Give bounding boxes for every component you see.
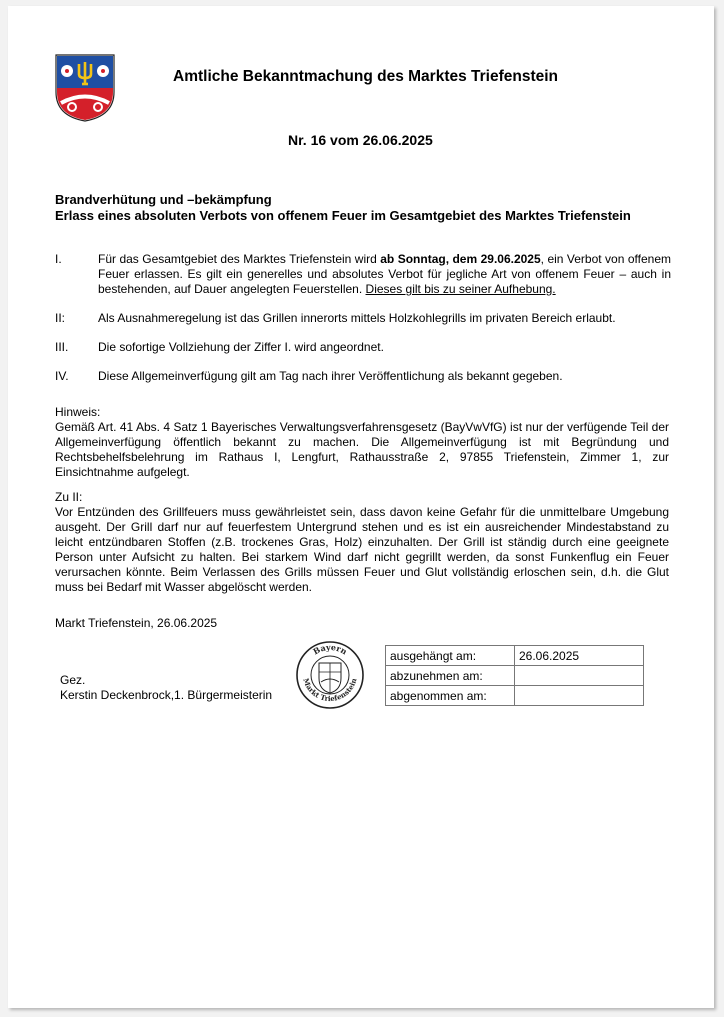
table-row <box>386 646 644 666</box>
list-item <box>55 311 671 326</box>
explanation-label: Zu II: <box>55 490 83 504</box>
notice-paragraph <box>55 405 669 480</box>
registry-label: abgenommen am: <box>386 686 515 706</box>
subject-line-2: Erlass eines absoluten Verbots von offenem Feuer im Gesamtgebiet des Marktes Triefenstein <box>55 208 631 223</box>
item-text-underlined: Dieses gilt bis zu seiner Aufhebung. <box>365 282 556 296</box>
issue-number: Nr. 16 vom 26.06.2025 <box>288 132 433 148</box>
item-number: II: <box>55 311 66 325</box>
item-text-bold: ab Sonntag, dem 29.06.2025 <box>380 252 541 266</box>
list-item <box>55 340 671 355</box>
notice-text: Gemäß Art. 41 Abs. 4 Satz 1 Bayerisches Verwaltungsverfahrensgesetz (BayVwVfG) ist nur der verfügende Teil der Allgemeinverfügung öffentlich bekannt zu machen. Die Allgemeinverfügung ist mit Begründung und Rechtsbehelfsbelehrung im Rathaus I, Lengfurt, Rathausstraße 2, 97855 Triefenstein, Zimmer 1, zur Einsichtnahme aufgelegt. <box>55 420 669 479</box>
explanation-paragraph <box>55 490 669 595</box>
table-row <box>386 686 644 706</box>
ordinance-items <box>55 252 671 398</box>
list-item <box>55 252 671 297</box>
explanation-text: Vor Entzünden des Grillfeuers muss gewährleistet sein, dass davon keine Gefahr für die unmittelbare Umgebung ausgeht. Der Grill darf nur auf feuerfestem Untergrund stehen und es ist ein ausreichender Mindestabstand zu leicht entzündbaren Stoffen (z.B. trockenes Gras, Holz) einzuhalten. Der Grill ist ständig durch eine geeignete Person unter Aufsicht zu halten. Bei starkem Wind darf nicht gegrillt werden, da sonst Funkenflug ein Feuer verursachen könnte. Beim Verlassen des Grills müssen Feuer und Glut vollständig erloschen sein, d.h. die Glut muss bei Bedarf mit Wasser abgelöscht werden. <box>55 505 669 594</box>
item-text: Die sofortige Vollziehung der Ziffer I. wird angeordnet. <box>98 340 384 354</box>
table-row <box>386 666 644 686</box>
signature-block <box>60 673 272 703</box>
place-date: Markt Triefenstein, 26.06.2025 <box>55 616 218 630</box>
coat-of-arms-icon <box>55 54 115 122</box>
official-seal-icon <box>295 638 365 712</box>
registry-label: ausgehängt am: <box>386 646 515 666</box>
item-text-part: , ein Verbot von offenem Feuer erlassen. Es gilt ein generelles und absolutes Verbot für jegliche Art von offenem Feuer – auch in bestehenden, auf Dauer angelegten Feuerstellen. <box>98 252 671 296</box>
registry-value: 26.06.2025 <box>515 646 644 666</box>
registry-label: abzunehmen am: <box>386 666 515 686</box>
item-text: Diese Allgemeinverfügung gilt am Tag nach ihrer Veröffentlichung als bekannt gegeben. <box>98 369 563 383</box>
registry-value <box>515 686 644 706</box>
seal-bottom-text: Markt Triefenstein <box>301 676 359 704</box>
list-item <box>55 369 671 384</box>
subject-block <box>55 192 631 224</box>
item-text-part: Für das Gesamtgebiet des Marktes Triefenstein wird <box>98 252 381 266</box>
signature-name: Kerstin Deckenbrock,1. Bürgermeisterin <box>60 688 273 702</box>
item-text <box>98 252 671 297</box>
document-page <box>8 6 714 1008</box>
posting-registry-table <box>385 645 644 706</box>
item-number: I. <box>55 252 62 266</box>
seal-top-text: Bayern <box>311 641 349 657</box>
item-number: IV. <box>55 369 69 383</box>
subject-line-1: Brandverhütung und –bekämpfung <box>55 192 272 207</box>
item-text: Als Ausnahmeregelung ist das Grillen innerorts mittels Holzkohlegrills im privaten Bereich erlaubt. <box>98 311 616 325</box>
signature-gez: Gez. <box>60 673 86 687</box>
item-number: III. <box>55 340 69 354</box>
registry-value <box>515 666 644 686</box>
notice-label: Hinweis: <box>55 405 101 419</box>
page-title: Amtliche Bekanntmachung des Marktes Triefenstein <box>173 68 559 85</box>
